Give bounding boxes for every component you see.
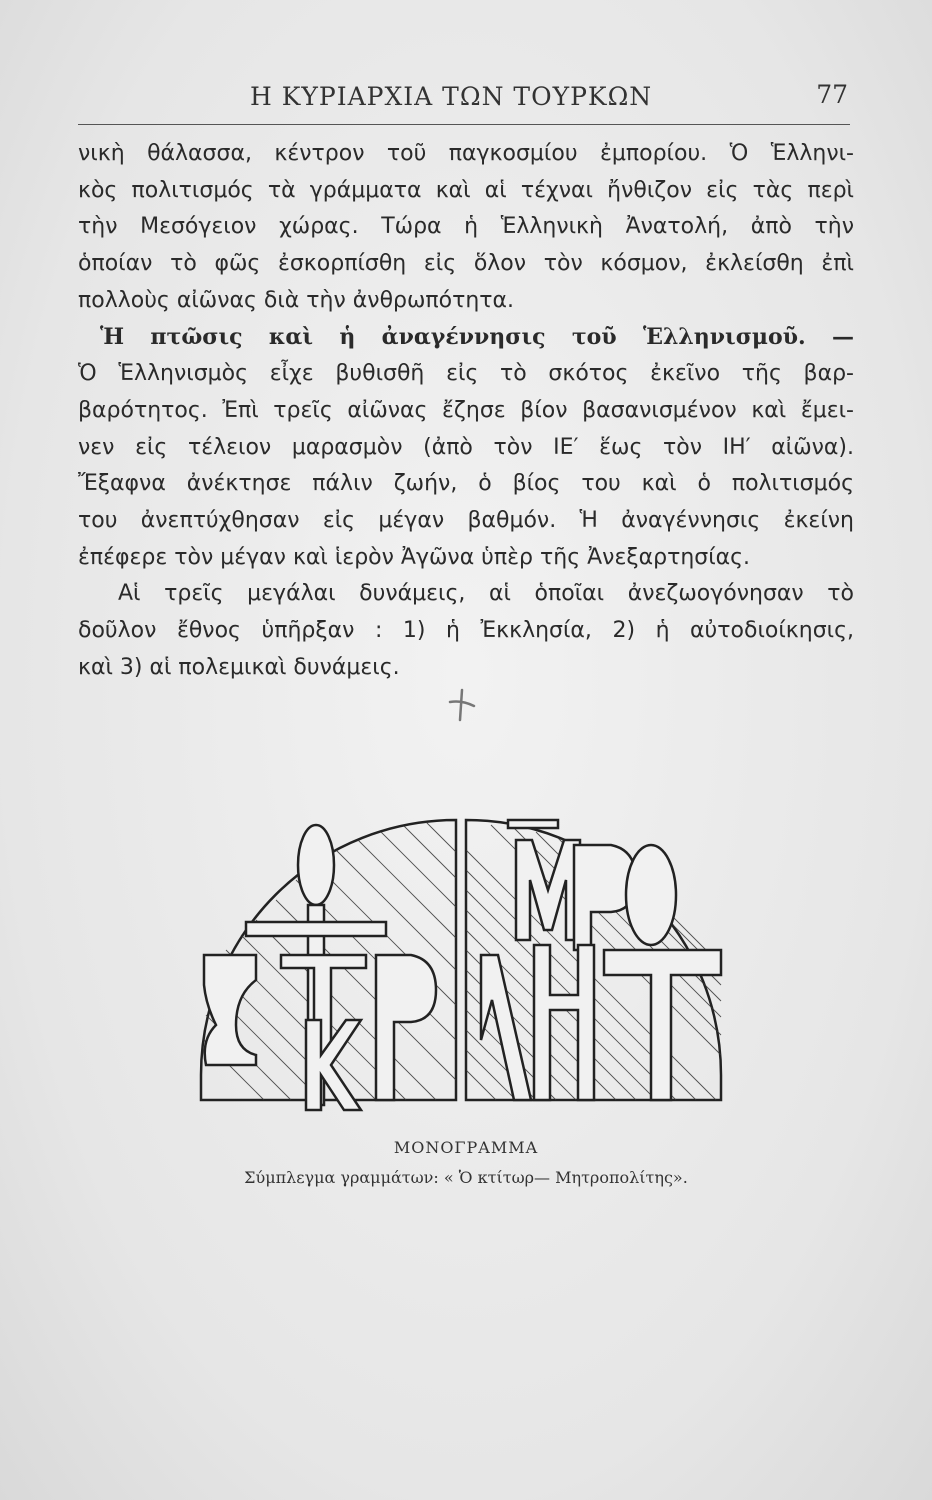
text-line: ὁποίαν τὸ φῶς ἐσκορπίσθη εἰς ὅλον τὸν κόσμον, ἐκλείσθη ἐπὶ <box>78 251 854 277</box>
monogram-figure <box>186 810 734 1120</box>
text-line: Ἔξαφνα ἀνέκτησε πάλιν ζωήν, ὁ βίος του καὶ ὁ πολιτισμός <box>78 471 854 497</box>
text-line: νεν εἰς τέλειον μαρασμὸν (ἀπὸ τὸν ΙΕ′ ἕως τὸν ΙΗ′ αἰῶνα). <box>78 434 854 460</box>
abbreviation-bar <box>508 820 558 828</box>
letter-kappa <box>306 1020 361 1110</box>
figure-caption-title: ΜΟΝΟΓΡΑΜΜΑ <box>393 1138 539 1157</box>
page-number: 77 <box>816 80 848 109</box>
letter-rho-left <box>376 955 436 1100</box>
monogram-crossbar-left <box>246 922 386 936</box>
running-title: Η ΚΥΡΙΑΡΧΙΑ ΤΩΝ ΤΟΥΡΚΩΝ <box>250 82 653 111</box>
letter-mu <box>516 840 580 940</box>
letter-tau <box>281 955 366 1060</box>
text-line: καὶ 3) αἱ πολεμικαὶ δυνάμεις. <box>78 654 400 680</box>
body-text <box>78 136 854 686</box>
figure-caption-text: Σύμπλεγμα γραμμάτων: « Ὁ κτίτωρ— Μητροπολίτης». <box>244 1168 688 1187</box>
pencil-mark-icon <box>448 688 476 722</box>
text-line: Ὁ Ἑλληνισμὸς εἶχε βυθισθῆ εἰς τὸ σκότος ἐκεῖνο τῆς βαρ- <box>78 361 854 387</box>
text-line: Αἱ τρεῖς μεγάλαι δυνάμεις, αἱ ὁποῖαι ἀνεζωογόνησαν τὸ <box>118 581 854 607</box>
text-line: πολλοὺς αἰῶνας διὰ τὴν ἀνθρωπότητα. <box>78 287 515 313</box>
text-line: νικὴ θάλασσα, κέντρον τοῦ παγκοσμίου ἐμπορίου. Ὁ Ἑλληνι- <box>78 141 854 166</box>
section-heading: Ἡ πτῶσις καὶ ἡ ἀναγέννησις τοῦ Ἑλληνισμοῦ. — <box>100 324 854 351</box>
text-line: βαρότητος. Ἐπὶ τρεῖς αἰῶνας ἔζησε βίον βασανισμένον καὶ ἔμει- <box>78 397 854 423</box>
text-line: δοῦλον ἔθνος ὑπῆρξαν : 1) ἡ Ἐκκλησία, 2) ἡ αὐτοδιοίκησις, <box>78 617 854 643</box>
letter-omega <box>204 955 256 1065</box>
text-line: του ἀνεπτύχθησαν εἰς μέγαν βαθμόν. Ἡ ἀναγέννησις ἐκείνη <box>78 507 854 533</box>
text-line: τὴν Μεσόγειον χώρας. Τώρα ἡ Ἑλληνικὴ Ἀνατολή, ἀπὸ τὴν <box>78 214 854 240</box>
header-rule <box>78 124 850 125</box>
running-head <box>80 78 850 118</box>
letter-omicron-left <box>298 825 334 905</box>
text-line: ἐπέφερε τὸν μέγαν καὶ ἱερὸν Ἀγῶνα ὑπὲρ τῆς Ἀνεξαρτησίας. <box>78 544 751 570</box>
letter-omicron-right <box>626 845 676 945</box>
text-line: κὸς πολιτισμός τὰ γράμματα καὶ αἱ τέχναι ἤνθιζον εἰς τὰς περὶ <box>78 177 854 203</box>
